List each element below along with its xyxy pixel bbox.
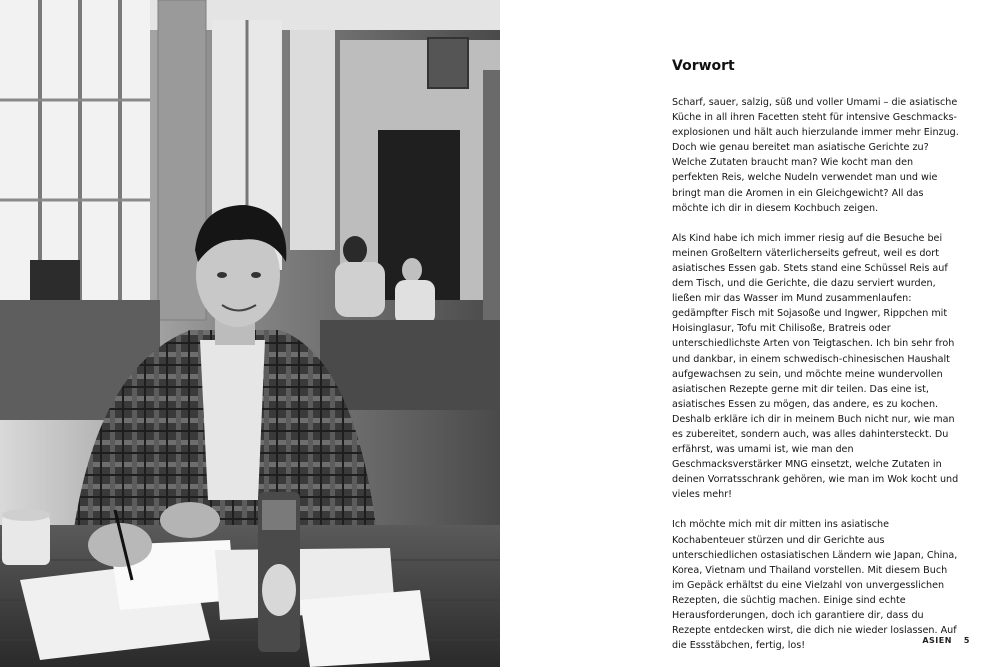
page-number: 5 xyxy=(963,636,970,645)
body-text xyxy=(672,95,962,668)
paragraph: Ich möchte mich mit dir mitten ins asiatische Kochabenteuer stürzen und dir Gerichte aus unterschiedlichen ostasiatischen Ländern wie Japan, China, Korea, Vietnam und Thailand vorstellen. Mit diesem Buch im Gepäck erhältst du eine Vielzahl von unvergesslichen Rezepten, die süchtig machen. Einige sind echte Herausforderungen, doch ich garantiere dir, dass du Rezepte entdecken wirst, die dich nie wieder loslassen. Auf die Essstäbchen, fertig, los! xyxy=(672,519,958,652)
paragraph: Scharf, sauer, salzig, süß und voller Umami – die asiatische Küche in all ihren Facetten steht für intensive Geschmacks-explosionen und hält auch hierzulande immer mehr Einzug. Doch wie genau bereitet man asiatische Gerichte zu? Welche Zutaten braucht man? Wie kocht man den perfekten Reis, welche Nudeln verwendet man und wie bringt man die Aromen in ein Gleichgewicht? All das möchte ich dir in diesem Kochbuch zeigen. xyxy=(672,97,959,214)
photo-page xyxy=(0,0,500,667)
text-page xyxy=(500,0,1000,667)
section-label: ASIEN xyxy=(922,636,952,645)
paragraph: Als Kind habe ich mich immer riesig auf die Besuche bei meinen Großeltern väterlicherseits gefreut, weil es dort asiatisches Essen gab. Stets stand eine Schüssel Reis auf dem Tisch, und die Gerichte, die dazu serviert wurden, ließen mir das Wasser im Mund zusammenlaufen: gedämpfter Fisch mit Sojasoße und Ingwer, Rippchen mit Hoisinglasur, Tofu mit Chilisoße, Bratreis oder unterschiedlichste Arten von Teigtaschen. Ich bin sehr froh und dankbar, in einem schwedisch-chinesischen Haushalt aufgewachsen zu sein, und möchte meine wundervollen asiatischen Rezepte gerne mit dir teilen. Das eine ist, asiatisches Essen zu mögen, das andere, es zu kochen. Deshalb erkläre ich dir in meinem Buch nicht nur, wie man es zubereitet, sondern auch, was alles dahintersteckt. Du erfährst, was umami ist, wie man den Geschmacksverstärker MNG einsetzt, welche Zutaten in deinen Vorratsschrank gehören, wie man im Wok kocht und vieles mehr! xyxy=(672,232,959,501)
author-photo xyxy=(0,0,500,667)
page-footer xyxy=(922,636,970,645)
page-heading: Vorwort xyxy=(672,58,735,74)
